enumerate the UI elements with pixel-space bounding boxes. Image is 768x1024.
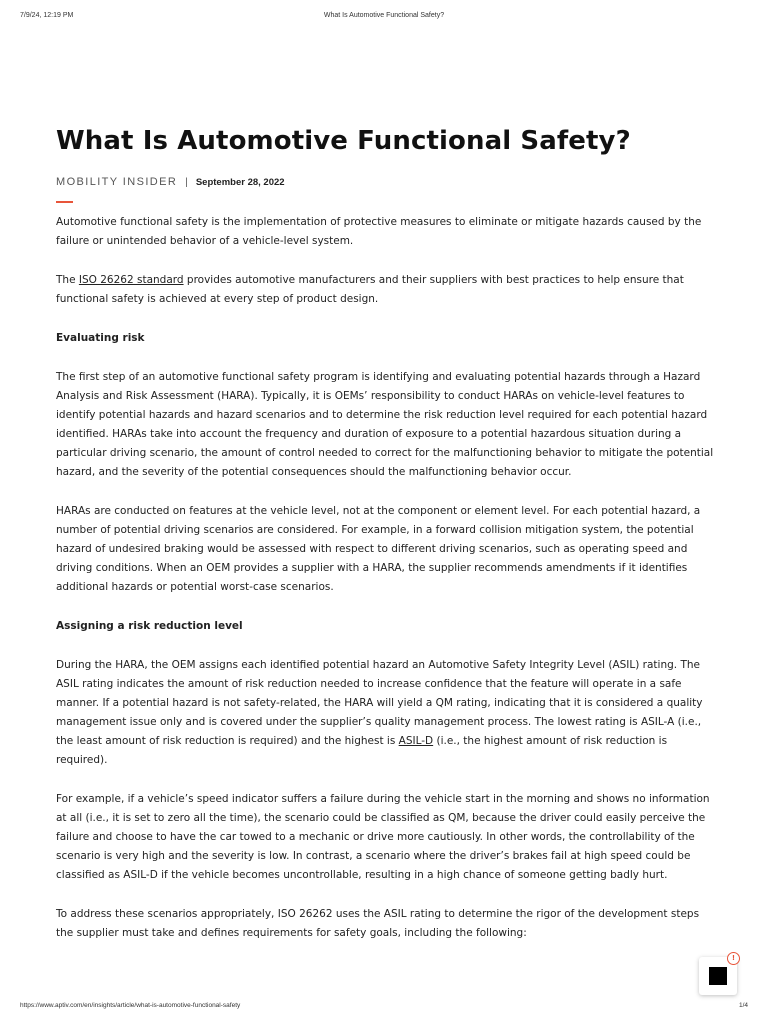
section-heading-risk-reduction: Assigning a risk reduction level (56, 620, 243, 632)
iso-26262-link[interactable]: ISO 26262 standard (78, 274, 184, 286)
print-timestamp: 7/9/24, 12:19 PM (20, 12, 74, 19)
paragraph-example: For example, if a vehicle’s speed indicator suffers a failure during the vehicle start in the morning and shows no information at all (i.e., it is set to zero all the time), the scenario could be classified as QM, because the driver could easily perceive the failure and choose to have the car towed to a mechanic or drive more cautiously. In other words, the controllability of the scenario is very high and the severity is low. In contrast, a scenario where the driver’s brakes fail at high speed could be classified as ASIL-D if the vehicle becomes uncontrollable, resulting in a high chance of someone getting badly hurt. (56, 793, 710, 881)
accent-divider (56, 201, 73, 203)
paragraph-text: During the HARA, the OEM assigns each identified potential hazard an Automotive Safety Integrity Level (ASIL) rating. The ASIL rating indicates the amount of risk reduction needed to increase confidence that the feature will operate in a safe manner. If a potential hazard is not safety-related, the HARA will yield a QM rating, indicating that it is considered a quality management issue only and is covered under the supplier’s quality management process. The lowest rating is ASIL-A (i.e., the least amount of risk reduction is required) and the highest is (56, 659, 703, 747)
print-page-title: What Is Automotive Functional Safety? (323, 12, 445, 19)
print-footer (20, 1002, 748, 1012)
paragraph-iso-standard (56, 271, 716, 309)
article-body (56, 213, 716, 943)
article-category[interactable]: MOBILITY INSIDER (56, 176, 178, 188)
paragraph-iso-requirements: To address these scenarios appropriately, ISO 26262 uses the ASIL rating to determine the rigor of the development steps the supplier must take and defines requirements for safety goals, including the following: (56, 908, 700, 939)
meta-separator: | (185, 176, 188, 188)
print-url: https://www.aptiv.com/en/insights/article/what-is-automotive-functional-safety (20, 1002, 241, 1009)
print-page-number: 1/4 (738, 1002, 748, 1009)
paragraph-hara-intro: The first step of an automotive functional safety program is identifying and evaluating potential hazards through a Hazard Analysis and Risk Assessment (HARA). Typically, it is OEMs’ responsibility to conduct HARAs on vehicle-level features to identify potential hazards and hazard scenarios and to determine the risk reduction level required for each potential hazard identified. HARAs take into account the frequency and duration of exposure to a potential hazardous situation during a particular driving scenario, the amount of control needed to correct for the malfunctioning behavior to mitigate the potential hazard, and the severity of the potential consequences should the malfunctioning behavior occur. (56, 371, 714, 478)
paragraph-text: provides automotive manufacturers and their suppliers with best practices to help ensure that functional safety is achieved at every step of product design. (56, 274, 684, 305)
article (56, 124, 716, 963)
article-title: What Is Automotive Functional Safety? (56, 126, 631, 156)
alert-badge-icon: ! (727, 952, 740, 965)
paragraph-hara-vehicle-level: HARAs are conducted on features at the vehicle level, not at the component or element level. For each potential hazard, a number of potential driving scenarios are considered. For example, in a forward collision mitigation system, the potential hazard of undesired braking would be assessed with respect to different driving scenarios, such as operating speed and driving conditions. When an OEM provides a supplier with a HARA, the supplier recommends amendments if it identifies additional hazards or potential worst-case scenarios. (56, 505, 701, 593)
paragraph-text: The (56, 274, 79, 286)
article-meta (56, 175, 716, 189)
paragraph-intro: Automotive functional safety is the implementation of protective measures to eliminate or mitigate hazards caused by the failure or unintended behavior of a vehicle-level system. (56, 216, 702, 247)
stop-square-icon (709, 967, 727, 985)
print-header (20, 12, 748, 22)
paragraph-asil-rating (56, 656, 716, 770)
article-date: September 28, 2022 (195, 176, 285, 188)
asil-d-link[interactable]: ASIL-D (398, 735, 434, 747)
floating-widget-button[interactable] (699, 954, 737, 995)
paragraph-text: (i.e., the highest amount of risk reduction is required). (56, 735, 668, 766)
section-heading-evaluating-risk: Evaluating risk (56, 332, 145, 344)
